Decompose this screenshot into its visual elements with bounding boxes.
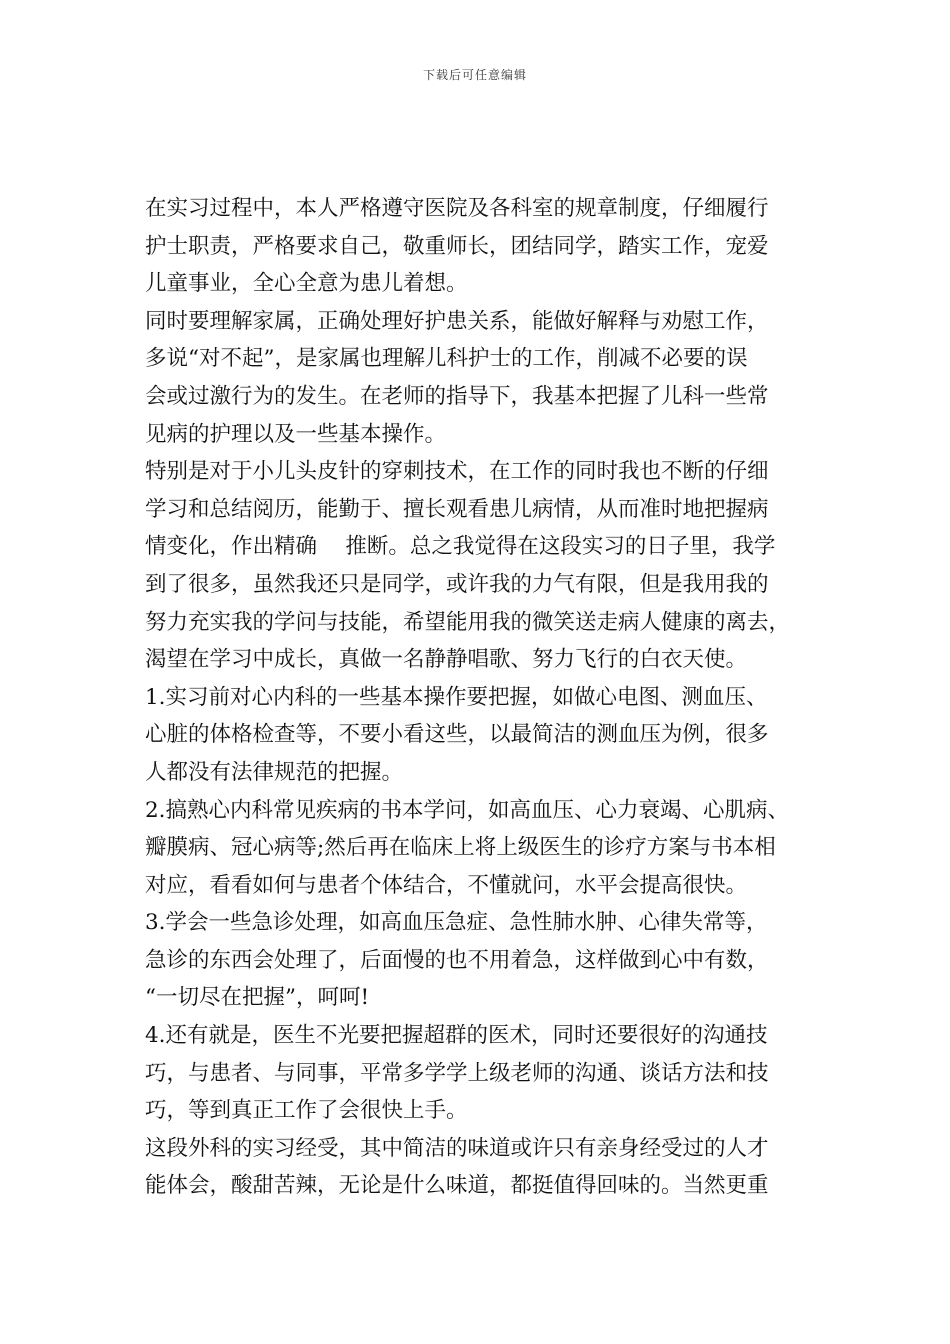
header-note: 下载后可任意编辑 — [422, 68, 527, 82]
text-line: 见病的护理以及一些基本操作。 — [145, 421, 447, 447]
text-line: “一切尽在把握”，呵呵! — [145, 985, 370, 1011]
text-line: 巧，与患者、与同事，平常多学学上级老师的沟通、谈话方法和技 — [145, 1060, 769, 1086]
text-line: 学习和总结阅历，能勤于、擅长观看患儿病情，从而准时地把握病 — [145, 496, 769, 522]
text-line: 在实习过程中，本人严格遵守医院及各科室的规章制度，仔细履行 — [145, 196, 769, 221]
text-line: 多说“对不起”，是家属也理解儿科护士的工作，削减不必要的误 — [145, 346, 748, 372]
text-line: 人都没有法律规范的把握。 — [145, 759, 404, 785]
text-line: 急诊的东西会处理了，后面慢的也不用着急，这样做到心中有数， — [145, 947, 769, 973]
text-line: 4.还有就是，医生不光要把握超群的医术，同时还要很好的沟通技 — [145, 1023, 768, 1049]
text-line: 会或过激行为的发生。在老师的指导下，我基本把握了儿科一些常 — [145, 383, 769, 409]
text-line: 心脏的体格检查等，不要小看这些，以最简洁的测血压为例，很多 — [145, 722, 769, 748]
text-line: 特别是对于小儿头皮针的穿刺技术，在工作的同时我也不断的仔细 — [145, 459, 769, 485]
text-line: 渴望在学习中成长，真做一名静静唱歌、努力飞行的白衣天使。 — [145, 647, 748, 673]
text-line: 情变化，作出精确 推断。总之我觉得在这段实习的日子里，我学 — [145, 534, 776, 560]
text-line: 努力充实我的学问与技能，希望能用我的微笑送走病人健康的离去， — [145, 609, 791, 635]
document-body — [145, 190, 825, 1205]
text-line: 瓣膜病、冠心病等;然后再在临床上将上级医生的诊疗方案与书本相 — [145, 835, 776, 861]
text-line: 到了很多，虽然我还只是同学，或许我的力气有限，但是我用我的 — [145, 571, 769, 597]
text-line: 这段外科的实习经受，其中简洁的味道或许只有亲身经受过的人才 — [145, 1135, 769, 1161]
text-line: 3.学会一些急诊处理，如高血压急症、急性肺水肿、心律失常等， — [145, 910, 768, 936]
text-line: 同时要理解家属，正确处理好护患关系，能做好解释与劝慰工作， — [145, 308, 769, 334]
text-line: 2.搞熟心内科常见疾病的书本学问，如高血压、心力衰竭、心肌病、 — [145, 797, 790, 823]
text-line: 1.实习前对心内科的一些基本操作要把握，如做心电图、测血压、 — [145, 684, 768, 710]
text-line: 护士职责，严格要求自己，敬重师长，团结同学，踏实工作，宠爱 — [145, 233, 769, 259]
text-line: 能体会，酸甜苦辣，无论是什么味道，都挺值得回味的。当然更重 — [145, 1173, 769, 1199]
text-line: 儿童事业，全心全意为患儿着想。 — [145, 271, 468, 297]
text-line: 对应，看看如何与患者个体结合，不懂就问，水平会提高很快。 — [145, 872, 748, 898]
text-line: 巧，等到真正工作了会很快上手。 — [145, 1098, 468, 1124]
